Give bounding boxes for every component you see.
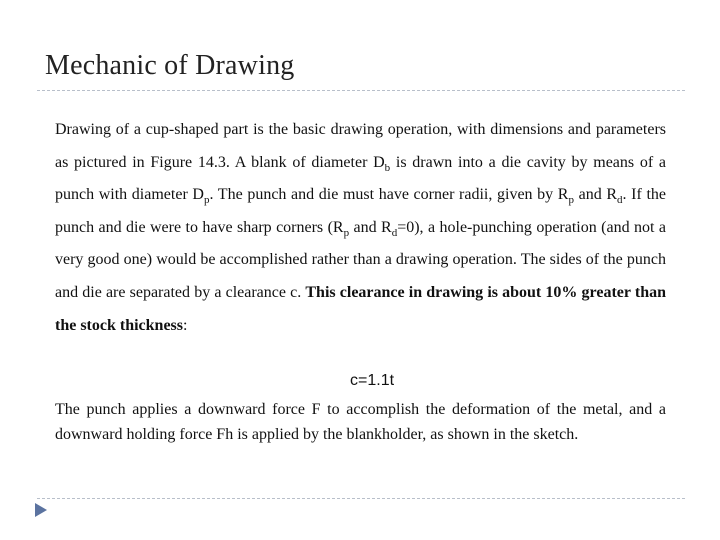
slide-title: Mechanic of Drawing (45, 50, 295, 81)
para1-text-8: : (183, 316, 188, 334)
subscript-d: d (617, 194, 623, 207)
subscript-p: p (203, 194, 210, 207)
para1-text-2: is drawn into a die cavity by means of a punch with diameter D (55, 153, 667, 204)
para1-text-5: . If the punch and die were to have sharp corners (R (55, 186, 666, 236)
subscript-b: b (384, 161, 391, 174)
bottom-divider (37, 498, 685, 499)
para1-text-4: and R (573, 186, 618, 204)
clearance-formula: c=1.1t (350, 372, 395, 389)
triangle-bullet-icon (34, 502, 48, 518)
para1-text-1: Drawing of a cup-shaped part is the basic drawing operation, with dimensions and parameters as pictured in Figure 14.3. A blank of diameter D (55, 121, 666, 171)
paragraph-drawing-intro (55, 114, 666, 342)
paragraph-punch-force: The punch applies a downward force F to accomplish the deformation of the metal, and a downward holding force Fh is applied by the blankholder, as shown in the sketch. (55, 401, 666, 443)
subscript-p: p (343, 226, 350, 239)
para1-text-3: . The punch and die must have corner radii, given by R (209, 186, 569, 204)
subscript-d: d (391, 226, 398, 239)
para1-bold-text: This clearance in drawing is about 10% greater than the stock thickness (55, 283, 666, 334)
para1-text-6: and R (349, 218, 392, 236)
para1-text-7: =0), a hole-punching operation (and not a very good one) would be accomplished rather than a drawing operation. The sides of the punch and die are separated by a clearance c. (55, 218, 666, 301)
subscript-p: p (568, 194, 574, 207)
top-divider (37, 90, 685, 91)
